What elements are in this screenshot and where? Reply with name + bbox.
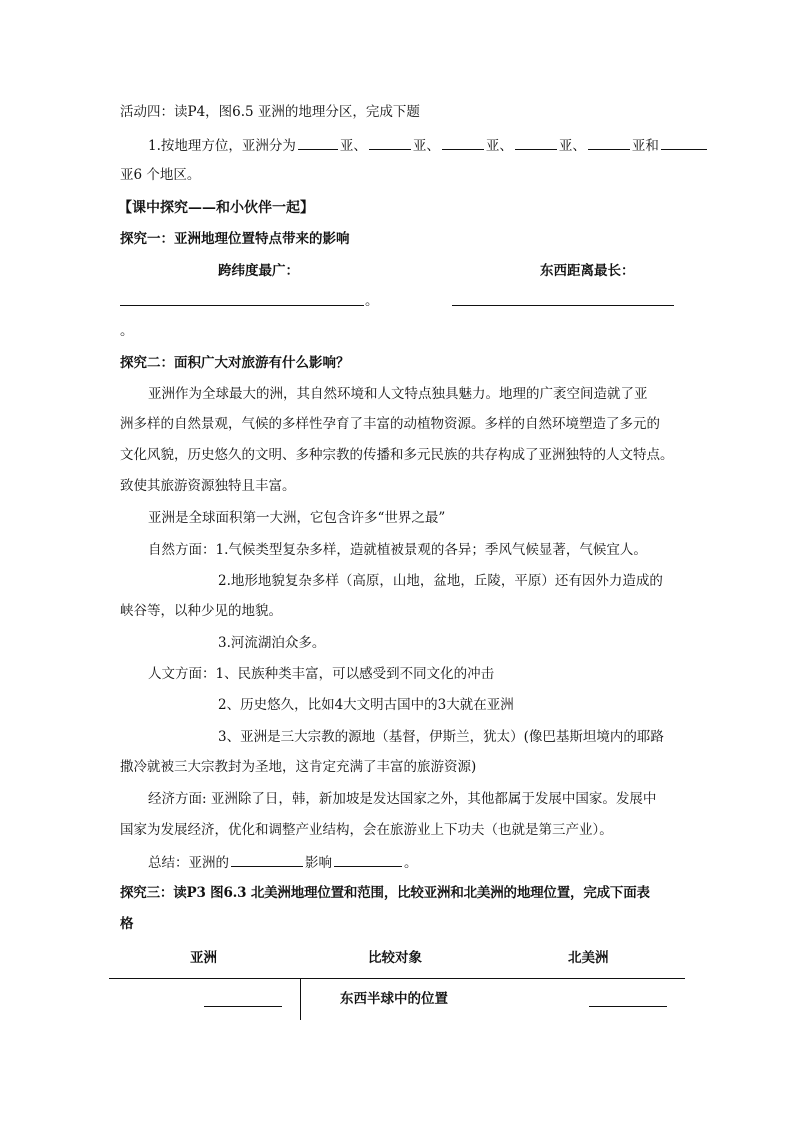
ya-1: 亚: [339, 138, 354, 154]
explore2-intro: 亚洲是全球面积第一大洲，它包含许多“世界之最”: [148, 510, 446, 526]
table-row1-asia-blank[interactable]: [204, 1006, 282, 1007]
explore1-left-label: 跨纬度最广：: [218, 263, 299, 279]
explore1-trailing-period: 。: [120, 323, 134, 339]
ya-2: 亚: [412, 138, 427, 154]
nature-item-1: 1.气候类型复杂多样，造就植被景观的各异；季风气候显著，气候宜人。: [215, 542, 647, 558]
summary-line: [148, 853, 418, 872]
explore3-title-b: 格: [120, 916, 134, 932]
human-item-2: 2、历史悠久，比如4大文明古国中的3大就在亚洲: [218, 697, 514, 713]
nature-line-1: [148, 541, 647, 559]
summary-blank-1[interactable]: [231, 853, 303, 867]
explore1-right-label: 东西距离最长：: [540, 263, 635, 279]
blank-region-4[interactable]: [515, 136, 557, 150]
summary-mid: 影响: [305, 855, 332, 871]
explore2-para-line-4: 致使其旅游资源独特且丰富。: [120, 478, 296, 494]
sep-4: 、: [572, 138, 586, 154]
explore2-para-line-2: 洲多样的自然景观，气候的多样性孕育了丰富的动植物资源。多样的自然环境塑造了多元的: [120, 416, 660, 432]
blank-region-2[interactable]: [369, 136, 411, 150]
table-col-compare: 比较对象: [368, 950, 422, 966]
econ-line-b: 国家为发展经济，优化和调整产业结构，会在旅游业上下功夫（也就是第三产业）。: [120, 822, 613, 838]
explore1-left-blank[interactable]: [120, 305, 364, 306]
summary-prefix: 总结：亚洲的: [148, 855, 229, 871]
explore2-title: 探究二：面积广大对旅游有什么影响？: [120, 355, 350, 371]
summary-blank-2[interactable]: [334, 853, 402, 867]
ya-4: 亚: [558, 138, 573, 154]
he-label: 亚和: [631, 138, 659, 154]
table-header-rule: [109, 978, 685, 979]
nature-item-2a: 2.地形地貌复杂多样（高原，山地，盆地，丘陵，平原）还有因外力造成的: [218, 573, 663, 589]
blank-region-6[interactable]: [661, 136, 707, 150]
human-item-3a: 3、亚洲是三大宗教的源地（基督，伊斯兰，犹太）(像巴基斯坦境内的耶路: [218, 729, 664, 745]
blank-region-3[interactable]: [442, 136, 484, 150]
q1-prefix: 1.按地理方位，亚洲分为: [148, 138, 296, 154]
sep-3: 、: [499, 138, 513, 154]
activity4-q1: [148, 136, 709, 155]
explore3-title-a: 探究三：读P3 图6.3 北美洲地理位置和范围，比较亚洲和北美洲的地理位置，完成下面表: [120, 885, 650, 901]
explore-section-title: 【课中探究——和小伙伴一起】: [118, 200, 314, 216]
blank-region-1[interactable]: [298, 136, 338, 150]
activity4-q1-tail: 亚6 个地区。: [120, 167, 201, 183]
human-item-3b: 撒冷就被三大宗教封为圣地，这肯定充满了丰富的旅游资源): [120, 759, 477, 775]
summary-end: 。: [404, 855, 418, 871]
table-row1-label: 东西半球中的位置: [340, 991, 448, 1007]
blank-region-5[interactable]: [588, 136, 630, 150]
ya-3: 亚: [485, 138, 500, 154]
human-item-1: 1、民族种类丰富，可以感受到不同文化的冲击: [215, 666, 495, 682]
nature-item-3: 3.河流湖泊众多。: [218, 635, 326, 651]
explore2-para-line-1: 亚洲作为全球最大的洲，其自然环境和人文特点独具魅力。地理的广袤空间造就了亚: [148, 386, 648, 402]
explore2-para-line-3: 文化风貌，历史悠久的文明、多种宗教的传播和多元民族的共存构成了亚洲独特的人文特点。: [120, 447, 674, 463]
econ-line-a: 经济方面: 亚洲除了日，韩，新加坡是发达国家之外，其他都属于发展中国家。发展中: [148, 791, 657, 807]
activity4-title: 活动四：读P4，图6.5 亚洲的地理分区，完成下题: [120, 104, 420, 120]
nature-label: 自然方面：: [148, 542, 216, 558]
explore1-period: 。: [365, 293, 379, 309]
human-label: 人文方面：: [148, 666, 216, 682]
human-line-1: [148, 665, 494, 683]
table-col-na: 北美洲: [568, 950, 609, 966]
explore1-right-blank[interactable]: [452, 305, 674, 306]
sep-2: 、: [426, 138, 440, 154]
table-row1-na-blank[interactable]: [589, 1006, 667, 1007]
nature-item-2b: 峡谷等，以种少见的地貌。: [120, 603, 282, 619]
sep-1: 、: [353, 138, 367, 154]
table-column-divider: [300, 978, 301, 1020]
table-col-asia: 亚洲: [190, 950, 217, 966]
explore1-title: 探究一：亚洲地理位置特点带来的影响: [120, 231, 350, 247]
